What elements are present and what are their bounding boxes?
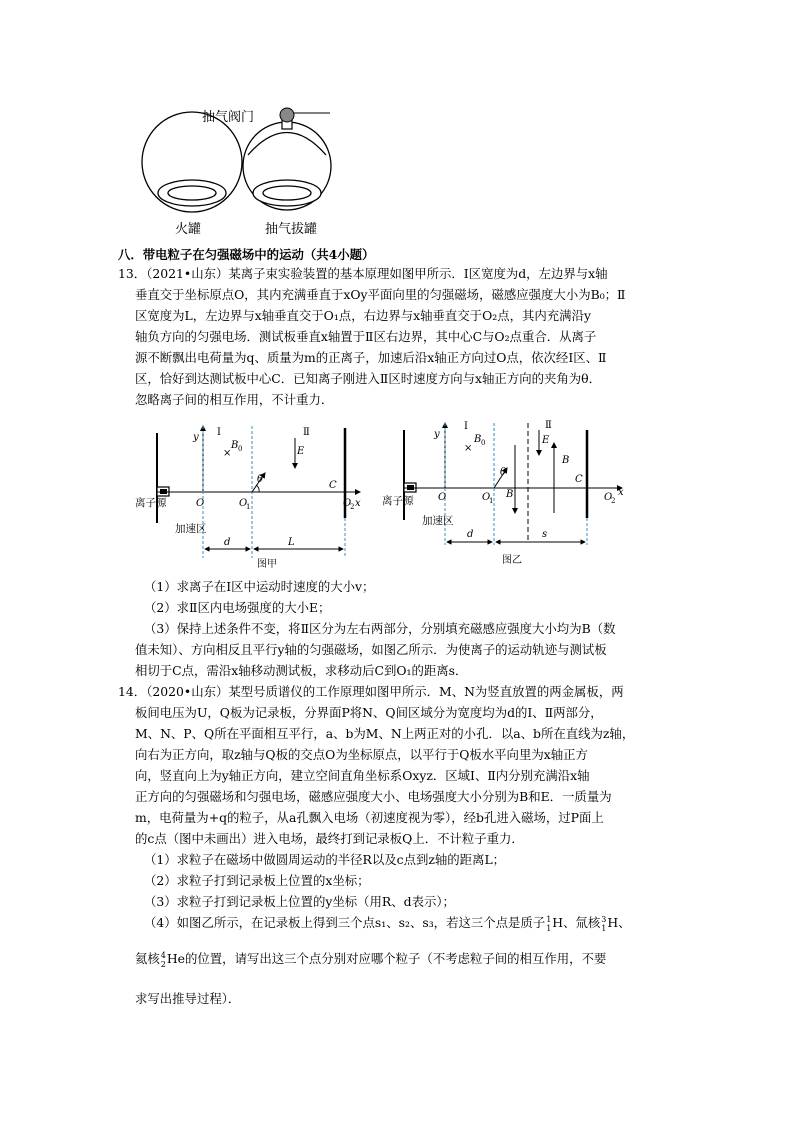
jia-e-label: E xyxy=(297,446,305,457)
jia-o: O xyxy=(196,498,205,509)
q13-sub-3-line-1: （3）保持上述条件不变，将Ⅱ区分为左右两部分，分别填充磁感应强度大小均为B（数 xyxy=(144,621,616,636)
yi-region-2: Ⅱ xyxy=(545,420,552,431)
yi-source-label: 离子源 xyxy=(382,495,414,507)
jia-source-label: 离子源 xyxy=(135,497,167,509)
q13-line-6: 区，恰好到达测试板中心C．已知离子刚进入Ⅱ区时速度方向与x轴正方向的夹角为θ． xyxy=(135,371,602,386)
q13-line-5: 源不断飘出电荷量为q、质量为m的正离子，加速后沿x轴正方向过O点，依次经Ⅰ区、Ⅱ xyxy=(135,350,607,365)
yi-theta: θ xyxy=(500,467,507,478)
svg-text:0: 0 xyxy=(481,439,486,447)
yi-c-label: C xyxy=(575,474,583,485)
valve-label: 抽气阀门 xyxy=(202,110,255,125)
yi-caption: 图乙 xyxy=(502,555,522,566)
q13-sub-1: （1）求离子在Ⅰ区中运动时速度的大小v； xyxy=(144,579,375,594)
yi-b0: B xyxy=(474,434,482,445)
q14-line-8: 的c点（图中未画出）进入电场，最终打到记录板Q上．不计粒子重力． xyxy=(135,831,524,846)
yi-o2: O xyxy=(604,492,613,503)
q14-line-4: 向右为正方向，取z轴与Q板的交点O为坐标原点，以平行于Q板水平向里为x轴正方 xyxy=(135,747,588,762)
q14-sub-1: （1）求粒子在磁场中做圆周运动的半径R以及c点到z轴的距离L； xyxy=(144,852,506,867)
q14-sub-4-line-2: 氦核 4 2 He的位置，请写出这三个点分别对应哪个粒子（不考虑粒子间的相互作用，不要 xyxy=(135,950,607,969)
q14-sub-3: （3）求粒子打到记录板上位置的y坐标（用R、d表示）； xyxy=(144,894,455,909)
yi-b-down: B xyxy=(506,489,514,500)
q14-sub-2: （2）求粒子打到记录板上位置的x坐标； xyxy=(144,873,370,888)
jia-accel-label: 加速区 xyxy=(175,523,207,535)
q14-line-1: 14．（2020•山东）某型号质谱仪的工作原理如图甲所示．M、N为竖直放置的两金属板，两 xyxy=(118,684,624,699)
fire-cup-label: 火罐 xyxy=(175,222,202,237)
q13-sub-3-line-2: 值未知）、方向相反且平行y轴的匀强磁场，如图乙所示．为使离子的运动轨迹与测试板 xyxy=(135,642,607,657)
svg-text:1: 1 xyxy=(246,503,251,511)
svg-text:1: 1 xyxy=(489,497,494,505)
jia-o1: O xyxy=(239,498,248,509)
jia-c-label: C xyxy=(329,480,337,491)
yi-s: s xyxy=(542,529,548,540)
yi-e-label: E xyxy=(542,435,550,446)
jia-d: d xyxy=(224,537,231,548)
q14-line-6: 正方向的匀强磁场和匀强电场，磁感应强度大小、电场强度大小分别为B和E．一质量为 xyxy=(135,789,612,804)
q14-line-3: M、N、P、Q所在平面相互平行，a、b为M、N上两正对的小孔．以a、b所在直线为z轴， xyxy=(135,726,635,741)
yi-b-up: B xyxy=(562,455,570,466)
q13-line-4: 轴负方向的匀强电场．测试板垂直x轴置于Ⅱ区右边界，其中心C与O₂点重合．从离子 xyxy=(135,329,597,344)
yi-x-label: x xyxy=(618,487,624,498)
q13-sub-3-line-3: 相切于C点，需沿x轴移动测试板，求移动后C到O₁的距离s． xyxy=(135,663,468,678)
q13-line-2: 垂直交于坐标原点O，其内充满垂直于xOy平面向里的匀强磁场，磁感应强度大小为B₀；Ⅱ xyxy=(135,287,626,302)
jia-theta: θ xyxy=(257,474,264,485)
q14-sub-4-line-3: 求写出推导过程）． xyxy=(135,991,241,1006)
svg-text:2: 2 xyxy=(350,503,355,511)
q13-sub-2: （2）求Ⅱ区内电场强度的大小E； xyxy=(144,600,331,615)
yi-d: d xyxy=(467,529,474,540)
yi-accel-label: 加速区 xyxy=(422,515,454,527)
jia-y-label: y xyxy=(193,432,199,443)
triton-isotope: 3 1 xyxy=(601,914,607,933)
svg-text:2: 2 xyxy=(611,497,616,505)
jia-x-label: x xyxy=(355,498,361,509)
yi-y-label: y xyxy=(434,429,440,440)
q13-line-1: 13．（2021•山东）某离子束实验装置的基本原理如图甲所示．Ⅰ区宽度为d，左边界与x轴 xyxy=(118,266,608,281)
q13-line-3: 区宽度为L，左边界与x轴垂直交于O₁点，右边界与x轴垂直交于O₂点，其内充满沿y xyxy=(135,308,591,323)
q13-line-7: 忽略离子间的相互作用，不计重力． xyxy=(135,392,334,407)
q14-line-7: m，电荷量为+q的粒子，从a孔飘入电场（初速度视为零），经b孔进入磁场，过P面上 xyxy=(135,810,604,825)
jia-caption: 图甲 xyxy=(257,559,277,570)
q14-line-2: 板间电压为U，Q板为记录板，分界面P将N、Q间区域分为宽度均为d的Ⅰ、Ⅱ两部分， xyxy=(135,705,603,720)
jia-region-2: Ⅱ xyxy=(303,427,310,438)
yi-o1: O xyxy=(482,492,491,503)
yi-o: O xyxy=(438,492,447,503)
jia-cross: × xyxy=(223,448,232,459)
svg-text:0: 0 xyxy=(238,445,243,453)
yi-cross: × xyxy=(464,443,473,454)
jia-o2: O xyxy=(343,498,352,509)
proton-isotope: 1 1 xyxy=(546,914,552,933)
yi-region-1: Ⅰ xyxy=(464,421,468,432)
q14-sub-4-line-1: （4）如图乙所示，在记录板上得到三个点s₁、s₂、s₃，若这三个点是质子 1 1 H、氚核 3 1 H、 xyxy=(144,914,631,933)
q14-line-5: 向，竖直向上为y轴正方向，建立空间直角坐标系Oxyz．区域Ⅰ、Ⅱ内分别充满沿x轴 xyxy=(135,768,590,783)
suction-cup-label: 抽气拔罐 xyxy=(265,222,318,237)
section-heading: 八．带电粒子在匀强磁场中的运动（共4小题） xyxy=(118,247,375,262)
figure-yi xyxy=(382,415,632,567)
jia-region-1: Ⅰ xyxy=(217,427,221,438)
figure-jia xyxy=(135,418,370,568)
jia-b0: B xyxy=(231,440,239,451)
jia-l: L xyxy=(288,537,295,548)
helium-isotope: 4 2 xyxy=(160,950,166,969)
